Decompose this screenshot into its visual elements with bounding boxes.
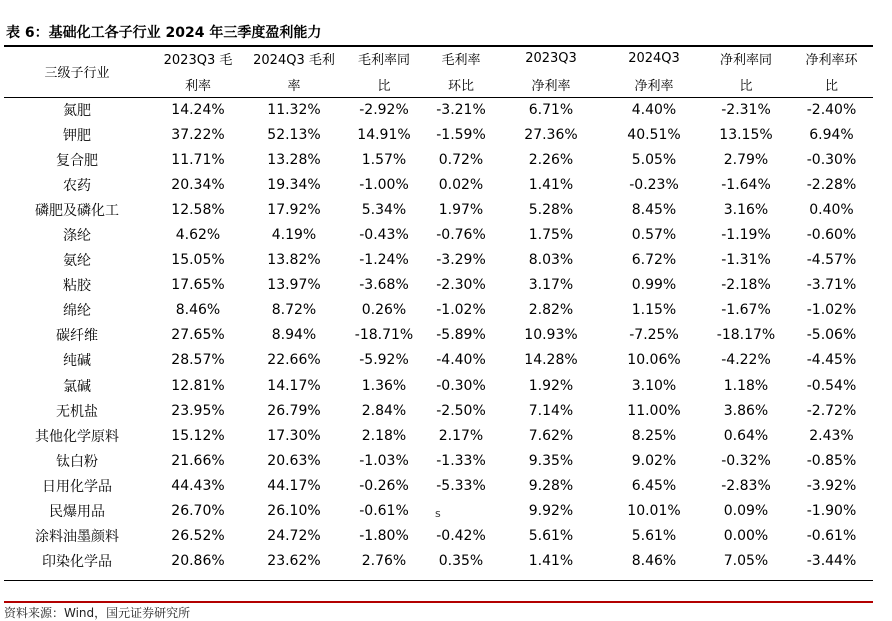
column-header: 2023Q3 xyxy=(525,51,577,67)
table-cell: -1.59% xyxy=(436,126,486,143)
sub-industry-name: 绵纶 xyxy=(63,303,91,320)
table-row xyxy=(4,348,873,373)
table-cell: 5.34% xyxy=(361,201,407,218)
table-row xyxy=(4,549,873,574)
table-cell: -4.40% xyxy=(436,352,486,369)
sub-industry-name: 碳纤维 xyxy=(56,328,98,345)
table-cell: 13.15% xyxy=(719,126,773,143)
table-cell: -3.21% xyxy=(436,101,486,118)
table-row xyxy=(4,423,873,448)
table-cell: 24.72% xyxy=(267,528,321,545)
table-cell: 28.57% xyxy=(171,352,225,369)
table-cell: 3.17% xyxy=(528,277,574,294)
table-cell: -4.22% xyxy=(721,352,771,369)
table-cell: -5.33% xyxy=(436,477,486,494)
sub-industry-name: 涤纶 xyxy=(63,228,91,245)
column-header-line2: 比 xyxy=(377,78,391,94)
table-cell: -1.80% xyxy=(359,528,409,545)
column-header-line2: 利率 xyxy=(184,78,211,94)
table-cell: 9.35% xyxy=(528,452,574,469)
table-cell: 23.95% xyxy=(171,402,225,419)
table-cell: 0.64% xyxy=(723,427,769,444)
table-cell: -0.42% xyxy=(436,528,486,545)
table-cell: 4.62% xyxy=(175,227,221,244)
sub-industry-name: 钾肥 xyxy=(63,127,91,144)
table-cell: -0.61% xyxy=(359,503,409,520)
column-header-line2: 比 xyxy=(824,78,838,94)
table-cell: 6.94% xyxy=(809,126,854,143)
sub-industry-name: 农药 xyxy=(63,177,91,194)
table-cell: 26.10% xyxy=(267,503,321,520)
column-header-line2: 净利率 xyxy=(531,78,571,94)
table-cell: -2.50% xyxy=(436,402,486,419)
table-cell: -1.67% xyxy=(721,302,771,319)
table-cell: 27.65% xyxy=(171,327,225,344)
table-cell: 26.79% xyxy=(267,402,321,419)
source-note: 资料来源：Wind，国元证券研究所 xyxy=(4,606,191,620)
table-cell: -2.40% xyxy=(806,101,857,118)
table-row xyxy=(4,323,873,348)
table-cell: -0.30% xyxy=(806,151,857,168)
bottom-rule xyxy=(4,580,873,581)
column-header: 净利率环 xyxy=(805,53,858,69)
table-cell: 0.02% xyxy=(438,176,484,193)
table-cell: 2.43% xyxy=(809,427,854,444)
table-cell: 12.58% xyxy=(171,201,225,218)
table-cell: -2.72% xyxy=(806,402,857,419)
table-cell: -18.17% xyxy=(716,327,776,344)
table-cell: -3.92% xyxy=(806,477,857,494)
table-cell: 6.72% xyxy=(631,252,677,269)
table-cell: 44.43% xyxy=(171,477,225,494)
table-cell: 5.28% xyxy=(528,201,574,218)
sub-industry-name: 民爆用品 xyxy=(49,504,105,521)
table-cell: -0.85% xyxy=(806,452,857,469)
table-cell: 1.15% xyxy=(631,302,677,319)
profitability-table xyxy=(4,46,873,574)
column-header-line2: 比 xyxy=(739,78,753,94)
table-cell: 5.61% xyxy=(528,528,574,545)
table-cell: -0.61% xyxy=(806,528,857,545)
table-title: 表 6：基础化工各子行业 2024 年三季度盈利能力 xyxy=(6,25,322,41)
table-cell: 3.16% xyxy=(723,201,769,218)
column-header: 2023Q3 毛 xyxy=(163,53,233,69)
table-cell: 17.65% xyxy=(171,277,225,294)
table-cell: -0.32% xyxy=(721,452,771,469)
table-row xyxy=(4,273,873,298)
sub-industry-name: 钛白粉 xyxy=(56,453,98,470)
table-cell: 6.71% xyxy=(528,101,574,118)
table-cell: -1.33% xyxy=(436,452,486,469)
sub-industry-name: 氯碱 xyxy=(63,378,91,395)
table-cell: -0.43% xyxy=(359,227,409,244)
table-cell: 0.09% xyxy=(723,503,769,520)
table-cell: -2.83% xyxy=(721,477,771,494)
table-cell: 0.26% xyxy=(361,302,407,319)
table-cell: 20.63% xyxy=(267,452,321,469)
sub-industry-name: 涂料油墨颜料 xyxy=(35,529,119,546)
table-cell: 2.84% xyxy=(361,402,407,419)
table-cell: 2.18% xyxy=(361,427,407,444)
table-cell: 2.82% xyxy=(528,302,574,319)
sub-industry-name: 氨纶 xyxy=(63,253,91,270)
table-cell: -3.44% xyxy=(806,553,857,570)
sub-industry-name: 纯碱 xyxy=(63,353,91,370)
table-cell: 0.00% xyxy=(723,528,769,545)
table-cell: 8.46% xyxy=(175,302,221,319)
table-cell: 10.06% xyxy=(627,352,681,369)
table-cell: 11.00% xyxy=(627,402,681,419)
table-row xyxy=(4,222,873,247)
table-cell: 8.03% xyxy=(528,252,574,269)
table-cell: 11.32% xyxy=(267,101,321,118)
table-cell: 8.72% xyxy=(271,302,317,319)
table-cell: 8.25% xyxy=(631,427,677,444)
table-cell: -0.54% xyxy=(806,377,857,394)
column-header: 三级子行业 xyxy=(44,66,110,81)
table-cell: -4.57% xyxy=(806,252,857,269)
sub-industry-name: 其他化学原料 xyxy=(35,428,119,445)
table-row xyxy=(4,473,873,498)
table-cell: 20.86% xyxy=(171,553,225,570)
table-cell: 7.14% xyxy=(528,402,574,419)
column-header: 毛利率 xyxy=(441,53,481,69)
table-cell: -1.24% xyxy=(359,252,409,269)
table-cell: 4.19% xyxy=(271,227,317,244)
table-cell: -3.71% xyxy=(806,277,857,294)
table-cell: 3.86% xyxy=(723,402,769,419)
table-cell: 8.46% xyxy=(631,553,677,570)
table-cell: 14.24% xyxy=(171,101,225,118)
table-cell: 14.91% xyxy=(357,126,411,143)
table-cell: -2.31% xyxy=(721,101,771,118)
table-cell: -0.23% xyxy=(629,176,679,193)
table-cell: 22.66% xyxy=(267,352,321,369)
table-cell: -1.00% xyxy=(359,176,409,193)
table-cell: -1.64% xyxy=(721,176,771,193)
table-cell: 7.05% xyxy=(723,553,769,570)
table-row xyxy=(4,122,873,147)
table-cell: -18.71% xyxy=(354,327,414,344)
table-row xyxy=(4,147,873,172)
table-cell: 1.18% xyxy=(723,377,769,394)
table-cell: 1.36% xyxy=(361,377,407,394)
table-cell: -1.19% xyxy=(721,227,771,244)
table-cell: 14.17% xyxy=(267,377,321,394)
table-cell: -5.89% xyxy=(436,327,486,344)
table-cell: -3.68% xyxy=(359,277,409,294)
table-cell: 14.28% xyxy=(524,352,578,369)
table-cell: 27.36% xyxy=(524,126,578,143)
table-cell: 5.61% xyxy=(631,528,677,545)
table-cell: -4.45% xyxy=(806,352,857,369)
table-cell: 2.76% xyxy=(361,553,407,570)
table-cell: 17.30% xyxy=(267,427,321,444)
table-cell: -0.60% xyxy=(806,227,857,244)
header-row-1 xyxy=(4,46,873,72)
table-cell: 37.22% xyxy=(171,126,225,143)
table-cell: -5.92% xyxy=(359,352,409,369)
table-cell: -5.06% xyxy=(806,327,857,344)
footer-red-rule xyxy=(4,601,873,603)
table-cell: -2.18% xyxy=(721,277,771,294)
table-row xyxy=(4,172,873,197)
table-cell: 40.51% xyxy=(627,126,681,143)
table-row xyxy=(4,373,873,398)
table-cell: 0.99% xyxy=(631,277,677,294)
table-cell: 1.97% xyxy=(438,201,484,218)
table-cell: 1.75% xyxy=(528,227,574,244)
table-cell: 26.70% xyxy=(171,503,225,520)
sub-industry-name: 磷肥及磷化工 xyxy=(35,202,119,219)
table-row xyxy=(4,448,873,473)
table-cell: 1.41% xyxy=(528,553,574,570)
table-cell: 4.40% xyxy=(631,101,677,118)
table-cell: 3.10% xyxy=(631,377,677,394)
table-cell: 7.62% xyxy=(528,427,574,444)
table-cell: 13.82% xyxy=(267,252,321,269)
table-cell: 15.05% xyxy=(171,252,225,269)
table-cell: 26.52% xyxy=(171,528,225,545)
table-cell: 10.01% xyxy=(627,503,681,520)
column-header: 2024Q3 毛利 xyxy=(253,53,335,69)
table-row xyxy=(4,398,873,423)
table-cell: 10.93% xyxy=(524,327,578,344)
table-cell: -7.25% xyxy=(629,327,679,344)
table-row xyxy=(4,524,873,549)
table-cell: 9.28% xyxy=(528,477,574,494)
table-cell: -1.03% xyxy=(359,452,409,469)
table-cell: -0.30% xyxy=(436,377,486,394)
table-cell: -2.92% xyxy=(359,101,409,118)
table-cell: 1.92% xyxy=(528,377,574,394)
table-cell: 23.62% xyxy=(267,553,321,570)
sub-industry-name: 复合肥 xyxy=(56,152,98,169)
table-cell: -1.02% xyxy=(806,302,857,319)
table-cell: 13.97% xyxy=(267,277,321,294)
column-header: 毛利率同 xyxy=(357,53,410,69)
table-cell: 8.94% xyxy=(271,327,317,344)
table-cell: 44.17% xyxy=(267,477,321,494)
table-cell: -1.90% xyxy=(806,503,857,520)
table-cell: -0.76% xyxy=(436,227,486,244)
table-row xyxy=(4,97,873,122)
table-cell: 0.72% xyxy=(438,151,484,168)
table-cell: -0.26% xyxy=(359,477,409,494)
table-cell: 15.12% xyxy=(171,427,225,444)
table-cell: 13.28% xyxy=(267,151,321,168)
table-cell: 8.45% xyxy=(631,201,677,218)
sub-industry-name: 印染化学品 xyxy=(42,554,112,571)
column-header: 2024Q3 xyxy=(628,51,680,67)
table-cell: -1.02% xyxy=(436,302,486,319)
table-row xyxy=(4,248,873,273)
table-cell: 2.79% xyxy=(723,151,769,168)
table-cell: -2.28% xyxy=(806,176,857,193)
table-row xyxy=(4,197,873,222)
table-cell: -3.29% xyxy=(436,252,486,269)
table-cell: -1.31% xyxy=(721,252,771,269)
table-cell: 20.34% xyxy=(171,176,225,193)
sub-industry-name: 日用化学品 xyxy=(42,478,112,495)
column-header-line2: 率 xyxy=(287,78,301,94)
table-cell: 6.45% xyxy=(631,477,677,494)
table-cell: 52.13% xyxy=(267,126,321,143)
table-cell: 2.26% xyxy=(528,151,574,168)
table-cell: 1.57% xyxy=(361,151,407,168)
table-cell: 9.02% xyxy=(631,452,677,469)
table-cell: 17.92% xyxy=(267,201,321,218)
table-cell: -2.30% xyxy=(436,277,486,294)
column-header-line2: 环比 xyxy=(447,78,474,94)
table-cell: 5.05% xyxy=(631,151,677,168)
stray-mark: s xyxy=(435,507,441,520)
table-row xyxy=(4,298,873,323)
sub-industry-name: 氮肥 xyxy=(63,102,91,119)
table-cell: 1.41% xyxy=(528,176,574,193)
table-cell: 2.17% xyxy=(438,427,484,444)
sub-industry-name: 粘胶 xyxy=(63,278,91,295)
column-header-line2: 净利率 xyxy=(634,78,674,94)
table-cell: 0.57% xyxy=(631,227,677,244)
table-cell: 9.92% xyxy=(528,503,574,520)
table-cell: 0.40% xyxy=(809,201,854,218)
table-cell: 19.34% xyxy=(267,176,321,193)
table-cell: 21.66% xyxy=(171,452,225,469)
sub-industry-name: 无机盐 xyxy=(56,403,98,420)
table-cell: 11.71% xyxy=(171,151,225,168)
column-header: 净利率同 xyxy=(719,53,772,69)
table-cell: 0.35% xyxy=(438,553,484,570)
table-cell: 12.81% xyxy=(171,377,225,394)
